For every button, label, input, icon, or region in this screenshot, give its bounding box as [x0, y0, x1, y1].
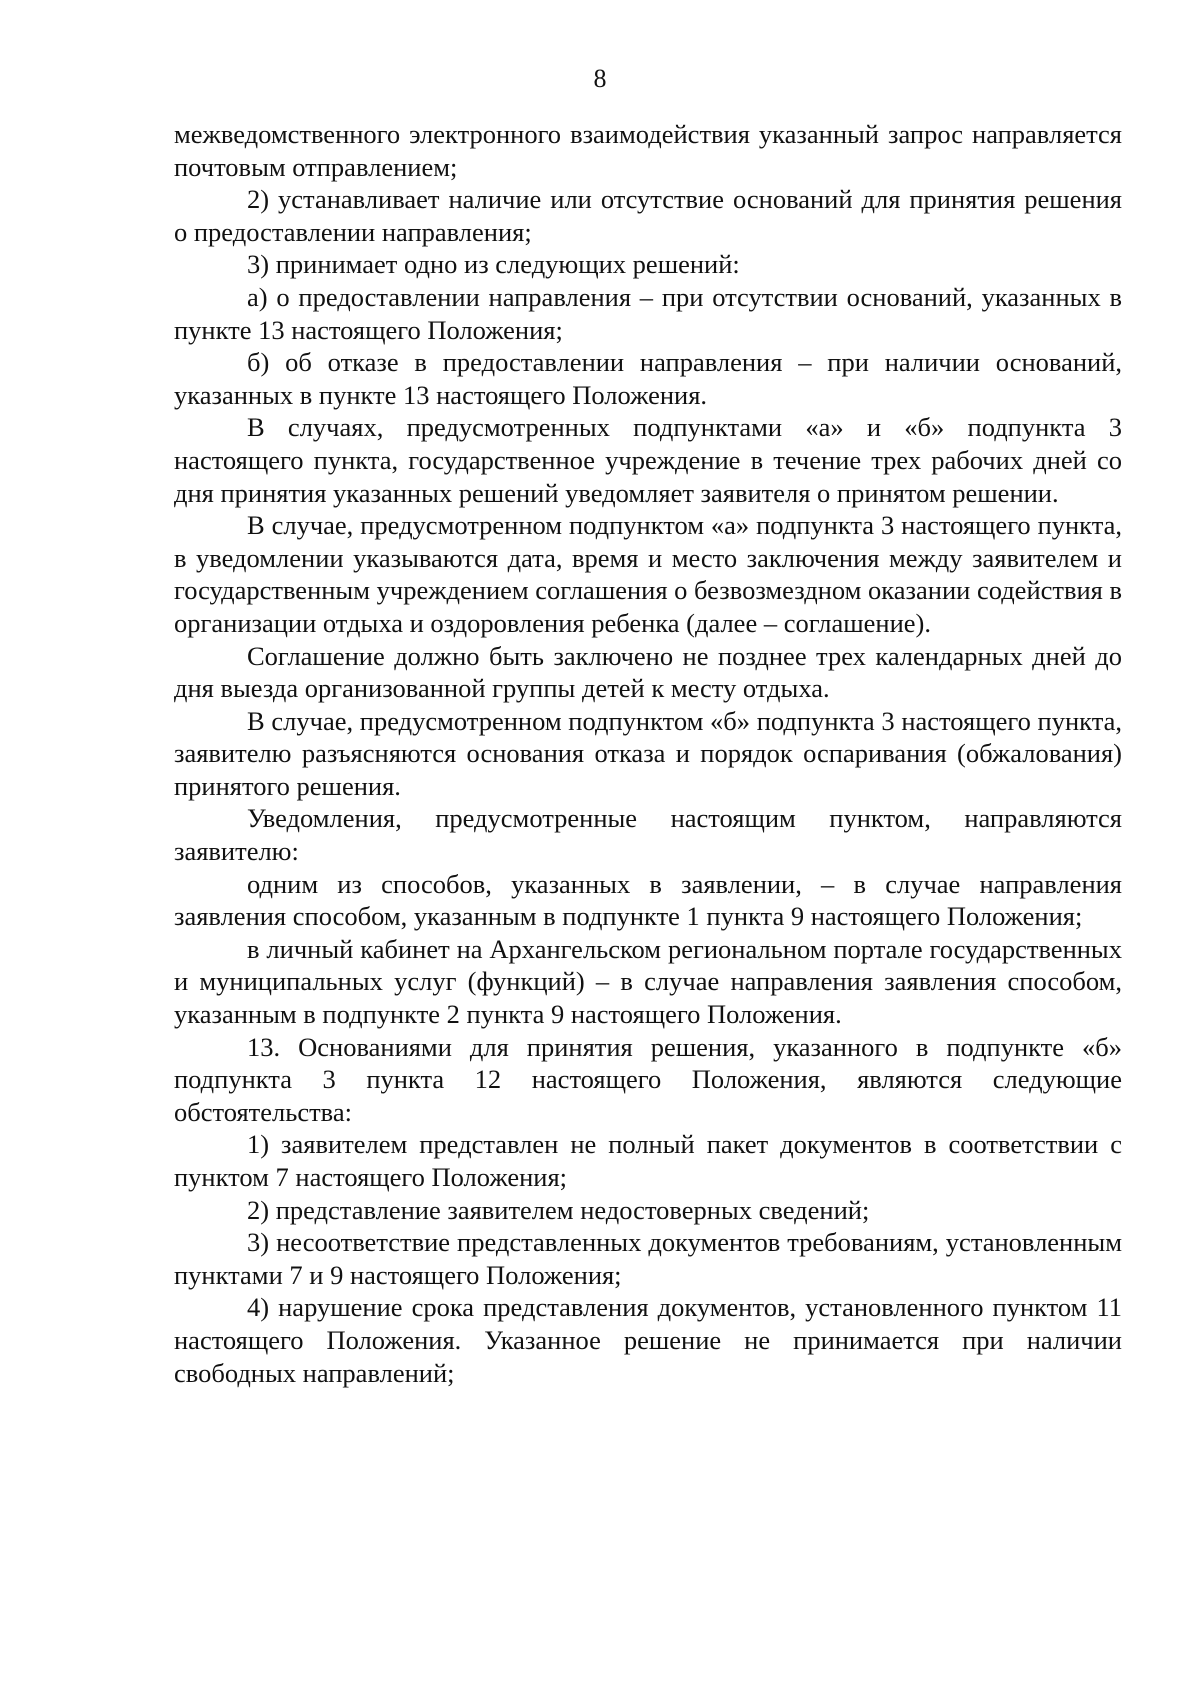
- paragraph-case-a: В случае, предусмотренном подпунктом «а» подпункта 3 настоящего пункта, в уведомлении указываются дата, время и место заключения между заявителем и государственным учреждением соглашения о безвозмездном оказании содействия в организации отдыха и оздоровления ребенка (далее – соглашение).: [174, 510, 1122, 638]
- paragraph-ground-4: 4) нарушение срока представления документов, установленного пунктом 11 настоящего Положения. Указанное решение не принимается при наличии свободных направлений;: [174, 1292, 1122, 1388]
- paragraph-notifications: Уведомления, предусмотренные настоящим пунктом, направляются заявителю:: [174, 803, 1122, 867]
- paragraph-continuation: межведомственного электронного взаимодействия указанный запрос направляется почтовым отправлением;: [174, 119, 1122, 182]
- document-body: [174, 118, 1122, 1389]
- paragraph-ground-2: 2) представление заявителем недостоверных сведений;: [247, 1194, 870, 1225]
- paragraph-subitem-a: а) о предоставлении направления – при отсутствии оснований, указанных в пункте 13 настоящего Положения;: [174, 281, 1122, 345]
- paragraph-agreement-deadline: Соглашение должно быть заключено не позднее трех календарных дней до дня выезда организованной группы детей к месту отдыха.: [174, 640, 1122, 704]
- page-number: 8: [593, 64, 607, 93]
- paragraph-notification-cases: В случаях, предусмотренных подпунктами «а» и «б» подпункта 3 настоящего пункта, государственное учреждение в течение трех рабочих дней со дня принятия указанных решений уведомляет заявителя о принятом решении.: [174, 412, 1122, 508]
- paragraph-method-one: одним из способов, указанных в заявлении, – в случае направления заявления способом, указанным в подпункте 1 пункта 9 настоящего Положения;: [174, 868, 1122, 932]
- paragraph-case-b: В случае, предусмотренном подпунктом «б» подпункта 3 настоящего пункта, заявителю разъясняются основания отказа и порядок оспаривания (обжалования) принятого решения.: [174, 705, 1122, 801]
- paragraph-ground-3: 3) несоответствие представленных документов требованиям, установленным пунктами 7 и 9 настоящего Положения;: [174, 1227, 1122, 1290]
- paragraph-subitem-b: б) об отказе в предоставлении направления – при наличии оснований, указанных в пункте 13 настоящего Положения.: [174, 347, 1122, 410]
- paragraph-item-3: 3) принимает одно из следующих решений:: [247, 249, 740, 280]
- paragraph-method-portal: в личный кабинет на Архангельском региональном портале государственных и муниципальных услуг (функций) – в случае направления заявления способом, указанным в подпункте 2 пункта 9 настоящего Положения.: [174, 933, 1122, 1030]
- paragraph-item-13: 13. Основаниями для принятия решения, указанного в подпункте «б» подпункта 3 пункта 12 настоящего Положения, являются следующие обстоятельства:: [174, 1031, 1122, 1127]
- paragraph-ground-1: 1) заявителем представлен не полный пакет документов в соответствии с пунктом 7 настоящего Положения;: [174, 1129, 1122, 1192]
- paragraph-item-2: 2) устанавливает наличие или отсутствие оснований для принятия решения о предоставлении направления;: [174, 184, 1122, 247]
